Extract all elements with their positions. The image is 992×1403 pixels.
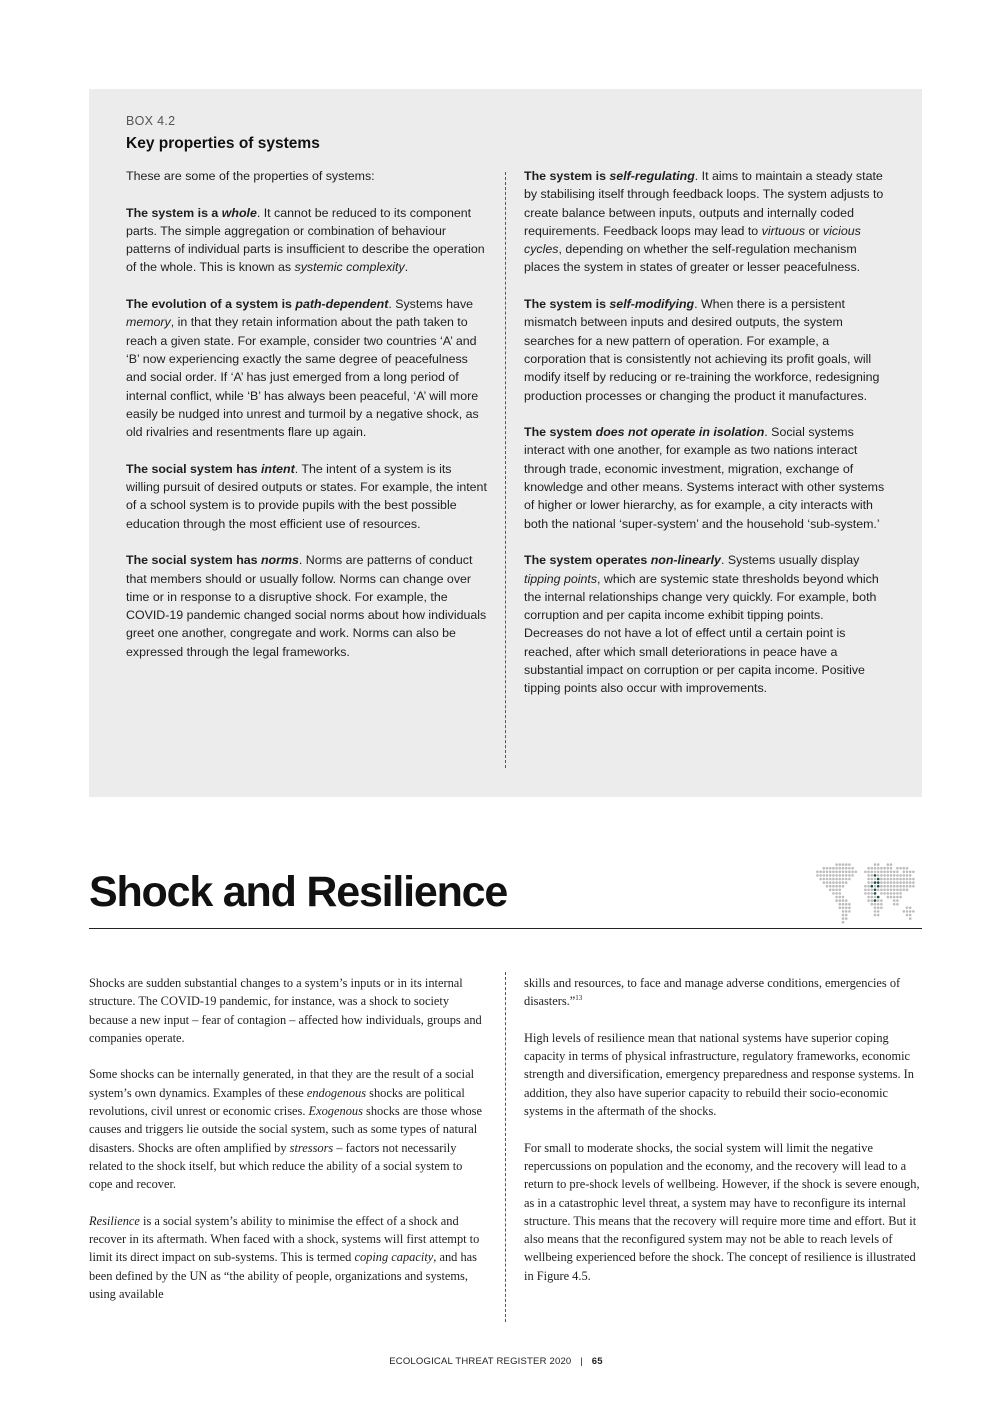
map-dot <box>842 896 845 899</box>
map-dot <box>848 903 851 906</box>
map-dot <box>883 885 886 888</box>
map-dot <box>842 921 845 924</box>
map-dot <box>906 914 909 917</box>
map-dot <box>877 907 880 910</box>
map-dot <box>871 896 874 899</box>
map-dot <box>890 881 893 884</box>
map-dot <box>880 878 883 881</box>
map-dot <box>839 863 842 866</box>
map-dot <box>816 874 819 877</box>
map-dot <box>896 892 899 895</box>
map-dot <box>909 910 912 913</box>
map-dot <box>867 899 870 902</box>
map-dot <box>867 874 870 877</box>
map-dot <box>893 878 896 881</box>
map-dot <box>845 917 848 920</box>
map-dot <box>842 881 845 884</box>
map-dot <box>842 903 845 906</box>
map-dot <box>906 910 909 913</box>
map-dot <box>839 874 842 877</box>
map-dot <box>871 885 874 888</box>
map-dot <box>909 878 912 881</box>
shock-paragraph-2: Some shocks can be internally generated, in that they are the result of a social system’s own dynamics. Examples of these endogenous shocks are political revolutions, civil unrest or economic crises. Exogenous shocks are those whose causes and triggers lie outside the social system, such as some types of natural disasters. Shocks are often amplified by stressors – factors not necessarily related to the shock itself, but which reduce the ability of a social system to cope and recover. <box>89 1067 482 1192</box>
map-dot <box>842 917 845 920</box>
map-dot <box>871 892 874 895</box>
map-dot <box>896 878 899 881</box>
map-dot <box>874 878 877 881</box>
box-intro: These are some of the properties of systems: <box>126 169 375 183</box>
map-dot <box>835 899 838 902</box>
map-dot <box>871 881 874 884</box>
map-dot <box>832 878 835 881</box>
map-dot <box>845 863 848 866</box>
map-dot <box>842 863 845 866</box>
map-dot <box>896 881 899 884</box>
map-dot <box>839 892 842 895</box>
map-dot <box>845 899 848 902</box>
map-dot <box>890 863 893 866</box>
map-dot <box>829 889 832 892</box>
box-paragraph-intent: The social system has intent. The intent of a system is its willing pursuit of desired outputs or states. For example, the intent of a school system is to provide pupils with the best possible education through the most efficient use of resources. <box>126 461 487 531</box>
map-dot <box>880 889 883 892</box>
map-dot <box>874 863 877 866</box>
map-dot <box>877 863 880 866</box>
map-dot <box>896 871 899 874</box>
map-dot <box>899 867 902 870</box>
map-dot <box>867 885 870 888</box>
map-dot <box>903 881 906 884</box>
map-dot <box>909 914 912 917</box>
map-dot <box>823 878 826 881</box>
map-dot <box>877 881 880 884</box>
map-dot <box>855 871 858 874</box>
map-dot <box>829 874 832 877</box>
map-dot <box>842 910 845 913</box>
map-dot <box>896 903 899 906</box>
map-dot <box>845 903 848 906</box>
shock-paragraph-6: For small to moderate shocks, the social system will limit the negative repercussions on population and the economy, and the recovery will lead to a return to pre-shock levels of wellbeing. However, if the shock is severe enough, as in a catastrophic level threat, a system may have to reconfigure its internal structure. This means that the recovery will require more time and effort. But it also means that the reconfigured system may not be able to reach levels of wellbeing experienced before the shock. The concept of resilience is illustrated in Figure 4.5. <box>524 1140 920 1283</box>
map-dot <box>826 874 829 877</box>
map-dot <box>912 885 915 888</box>
map-dot <box>903 874 906 877</box>
map-dot <box>845 881 848 884</box>
map-dot <box>874 903 877 906</box>
map-dot <box>909 907 912 910</box>
map-dot <box>842 867 845 870</box>
map-dot <box>887 871 890 874</box>
map-dot <box>835 878 838 881</box>
map-dot <box>842 914 845 917</box>
map-dot <box>912 878 915 881</box>
map-dot <box>887 885 890 888</box>
map-dot <box>880 892 883 895</box>
map-dot <box>899 885 902 888</box>
map-dot <box>899 889 902 892</box>
map-dot <box>829 881 832 884</box>
map-dot <box>839 871 842 874</box>
map-dot <box>874 892 877 895</box>
map-dot <box>867 871 870 874</box>
map-dot <box>890 892 893 895</box>
section-right-column <box>524 974 920 1303</box>
map-dot <box>874 899 877 902</box>
map-dot <box>896 889 899 892</box>
box-title: Key properties of systems <box>126 135 320 152</box>
map-dot <box>864 892 867 895</box>
map-dot <box>871 878 874 881</box>
map-dot <box>880 907 883 910</box>
footnote-ref: 13 <box>575 994 583 1003</box>
map-dot <box>912 910 915 913</box>
map-dot <box>883 889 886 892</box>
map-dot <box>880 867 883 870</box>
map-dot <box>887 892 890 895</box>
map-dot <box>867 867 870 870</box>
map-dot <box>877 878 880 881</box>
map-dot <box>835 881 838 884</box>
map-dot <box>874 874 877 877</box>
map-dot <box>864 871 867 874</box>
map-dot <box>823 871 826 874</box>
box-label: BOX 4.2 <box>126 114 176 128</box>
map-dot <box>909 871 912 874</box>
map-dot <box>874 867 877 870</box>
section-title: Shock and Resilience <box>89 868 508 916</box>
map-dot <box>909 881 912 884</box>
map-dot <box>906 871 909 874</box>
map-dot <box>845 874 848 877</box>
map-dot <box>893 881 896 884</box>
map-dot <box>912 871 915 874</box>
map-dot <box>903 878 906 881</box>
map-dot <box>899 896 902 899</box>
map-dot <box>887 896 890 899</box>
map-dot <box>851 867 854 870</box>
map-dot <box>874 889 877 892</box>
map-dot <box>877 867 880 870</box>
map-dot <box>887 874 890 877</box>
map-dot <box>839 899 842 902</box>
map-dot <box>877 910 880 913</box>
map-dot <box>883 878 886 881</box>
map-dot <box>826 867 829 870</box>
map-dot <box>871 899 874 902</box>
map-dot <box>871 874 874 877</box>
map-dot <box>819 874 822 877</box>
map-dot <box>835 871 838 874</box>
map-dot <box>839 889 842 892</box>
map-dot <box>835 874 838 877</box>
map-dot <box>835 892 838 895</box>
map-dot <box>867 881 870 884</box>
map-dot <box>893 899 896 902</box>
map-dot <box>826 878 829 881</box>
map-dot <box>848 871 851 874</box>
map-dot <box>867 889 870 892</box>
box-paragraph-norms: The social system has norms. Norms are patterns of conduct that members should or usually follow. Norms can change over time or in response to a disruptive shock. For example, the COVID-19 pandemic changed social norms about how individuals greet one another, congregate and work. Norms can also be expressed through the legal frameworks. <box>126 553 487 659</box>
map-dot <box>839 881 842 884</box>
map-dot <box>848 863 851 866</box>
map-dot <box>835 863 838 866</box>
map-dot <box>839 885 842 888</box>
map-dot <box>877 871 880 874</box>
map-dot <box>896 885 899 888</box>
map-dot <box>867 896 870 899</box>
map-dot <box>842 899 845 902</box>
map-dot <box>906 907 909 910</box>
map-dot <box>890 874 893 877</box>
map-dot <box>906 881 909 884</box>
map-dot <box>890 885 893 888</box>
map-dot <box>903 871 906 874</box>
map-dot <box>887 878 890 881</box>
map-dot <box>848 867 851 870</box>
map-dot <box>887 881 890 884</box>
map-dot <box>832 885 835 888</box>
map-dot <box>832 867 835 870</box>
map-dot <box>909 885 912 888</box>
map-dot <box>839 907 842 910</box>
map-dot <box>903 910 906 913</box>
map-dot <box>903 885 906 888</box>
map-dot <box>823 874 826 877</box>
map-dot <box>832 892 835 895</box>
box-column-divider <box>505 172 506 768</box>
map-dot <box>835 867 838 870</box>
map-dot <box>887 889 890 892</box>
map-dot <box>845 914 848 917</box>
map-dot <box>893 889 896 892</box>
box-paragraph-path-dependent: The evolution of a system is path-dependent. Systems have memory, in that they retain information about the path taken to reach a given state. For example, consider two countries ‘A’ and ‘B’ now experiencing exactly the same degree of peacefulness and social order. If ‘A’ has just emerged from a long period of internal conflict, while ‘B’ has always been peaceful, ‘A’ will more easily be nudged into unrest and turmoil by a negative shock, as old rivalries and resentments flare up again. <box>126 297 479 440</box>
shock-paragraph-3: Resilience is a social system’s ability to minimise the effect of a shock and recover in its aftermath. When faced with a shock, systems will first attempt to limit its direct impact on sub-systems. This is termed coping capacity, and has been defined by the UN as “the ability of people, organizations and systems, using available <box>89 1213 480 1302</box>
map-dot <box>871 871 874 874</box>
map-dot <box>848 907 851 910</box>
map-dot <box>877 874 880 877</box>
map-dot <box>832 881 835 884</box>
map-dot <box>883 881 886 884</box>
map-dot <box>829 885 832 888</box>
map-dot <box>874 910 877 913</box>
map-dot <box>874 885 877 888</box>
box-paragraph-isolation: The system does not operate in isolation. Social systems interact with one another, for example as two nations interact through trade, economic investment, migration, exchange of knowledge and other means. Systems interact with other systems of higher or lower hierarchy, as for example, a city interacts with both the national ‘super-system’ and the household ‘sub-system.’ <box>524 425 885 531</box>
map-dot <box>864 885 867 888</box>
map-dot <box>848 910 851 913</box>
map-dot <box>867 878 870 881</box>
page-footer <box>0 1356 992 1367</box>
map-dot <box>842 871 845 874</box>
map-dot <box>877 896 880 899</box>
map-dot <box>842 878 845 881</box>
map-dot <box>874 896 877 899</box>
map-dot <box>909 917 912 920</box>
map-dot <box>906 878 909 881</box>
map-dot <box>903 889 906 892</box>
map-dot <box>893 874 896 877</box>
map-dot <box>887 867 890 870</box>
map-dot <box>845 871 848 874</box>
map-dot <box>823 881 826 884</box>
map-dot <box>835 885 838 888</box>
map-dot <box>893 885 896 888</box>
map-dot <box>890 896 893 899</box>
footer-report-title: ECOLOGICAL THREAT REGISTER 2020 <box>389 1356 572 1367</box>
map-dot <box>835 896 838 899</box>
map-dot <box>877 899 880 902</box>
shock-paragraph-1: Shocks are sudden substantial changes to a system’s inputs or in its internal structure. The COVID-19 pandemic, for instance, was a shock to society because a new input – fear of contagion – affected how individuals, groups and companies operate. <box>89 976 482 1045</box>
map-dot <box>871 889 874 892</box>
section-left-column <box>89 974 487 1322</box>
box-paragraph-non-linear: The system operates non-linearly. Systems usually display tipping points, which are systemic state thresholds beyond which the internal relationships change very quickly. For example, both corruption and per capita income exhibit tipping points. Decreases do not have a lot of effect until a certain point is reached, after which small deteriorations in peace have a substantial impact on corruption or per capita income. Positive tipping points also occur with improvements. <box>524 553 879 696</box>
map-dot <box>890 871 893 874</box>
map-dot <box>842 874 845 877</box>
map-dot <box>880 885 883 888</box>
map-dot <box>896 867 899 870</box>
map-dot <box>845 910 848 913</box>
map-dot <box>890 867 893 870</box>
map-dot <box>877 903 880 906</box>
map-dot <box>903 867 906 870</box>
map-dot <box>880 881 883 884</box>
map-dot <box>890 878 893 881</box>
map-dot <box>832 871 835 874</box>
box-left-column <box>126 167 488 679</box>
map-dot <box>896 874 899 877</box>
map-dot <box>883 892 886 895</box>
box-right-column <box>524 167 886 716</box>
section-rule <box>89 928 922 929</box>
shock-paragraph-5: High levels of resilience mean that national systems have superior coping capacity in terms of physical infrastructure, regulatory frameworks, economic strength and diversification, emergency preparedness and response systems. In addition, they also have superior capacity to rebuild their socio-economic systems in the aftermath of the shocks. <box>524 1030 914 1119</box>
map-dot <box>890 889 893 892</box>
map-dot <box>826 871 829 874</box>
map-dot <box>912 881 915 884</box>
map-dot <box>835 889 838 892</box>
map-dot <box>880 903 883 906</box>
map-dot <box>845 907 848 910</box>
map-dot <box>826 881 829 884</box>
map-dot <box>899 881 902 884</box>
map-dot <box>906 889 909 892</box>
map-dot <box>819 878 822 881</box>
map-dot <box>899 874 902 877</box>
map-dot <box>829 871 832 874</box>
map-dot <box>874 907 877 910</box>
shock-paragraph-4: skills and resources, to face and manage adverse conditions, emergencies of disasters.”$^{13}$ <box>524 976 901 1009</box>
map-dot <box>893 896 896 899</box>
map-dot <box>909 874 912 877</box>
map-dot <box>893 892 896 895</box>
map-dot <box>906 874 909 877</box>
map-dot <box>851 874 854 877</box>
map-dot <box>893 903 896 906</box>
map-dot <box>826 885 829 888</box>
map-dot <box>839 903 842 906</box>
box-paragraph-self-regulating: The system is self-regulating. It aims to maintain a steady state by stabilising itself through feedback loops. The system adjusts to create balance between inputs, outputs and internally coded requirements. Feedback loops may lead to virtuous or vicious cycles, depending on whether the self-regulation mechanism places the system in states of greater or lesser peacefulness. <box>524 169 884 275</box>
footer-separator: | <box>580 1356 583 1367</box>
map-dot <box>874 881 877 884</box>
box-paragraph-whole: The system is a whole. It cannot be reduced to its component parts. The simple aggregation or combination of behaviour patterns of individual parts is insufficient to describe the operation of the whole. This is known as systemic complexity. <box>126 205 485 275</box>
map-dot <box>829 867 832 870</box>
map-dot <box>829 878 832 881</box>
map-dot <box>893 871 896 874</box>
page-number: 65 <box>591 1356 603 1367</box>
map-dot <box>883 874 886 877</box>
map-dot <box>896 896 899 899</box>
map-dot <box>883 867 886 870</box>
map-dot <box>874 914 877 917</box>
world-map-dots-icon <box>808 858 923 931</box>
section-column-divider <box>505 972 506 1322</box>
map-dot <box>874 871 877 874</box>
map-dot <box>877 889 880 892</box>
map-dot <box>883 871 886 874</box>
map-dot <box>823 867 826 870</box>
map-dot <box>848 874 851 877</box>
map-dot <box>839 878 842 881</box>
map-dot <box>899 892 902 895</box>
map-dot <box>839 867 842 870</box>
map-dot <box>880 874 883 877</box>
map-dot <box>851 871 854 874</box>
map-dot <box>877 914 880 917</box>
map-dot <box>816 871 819 874</box>
map-dot <box>845 867 848 870</box>
map-dot <box>839 896 842 899</box>
box-paragraph-self-modifying: The system is self-modifying. When there is a persistent mismatch between inputs and desired outputs, the system searches for a new pattern of operation. For example, a corporation that is consistently not achieving its profit goals, will modify itself by reducing or re-training the workforce, redesigning production processes or changing the product it manufactures. <box>524 297 880 403</box>
map-dot <box>832 889 835 892</box>
map-dot <box>842 885 845 888</box>
map-dot <box>880 871 883 874</box>
map-dot <box>877 885 880 888</box>
map-dot <box>845 878 848 881</box>
map-dot <box>864 889 867 892</box>
map-dot <box>896 899 899 902</box>
map-dot <box>906 867 909 870</box>
map-dot <box>842 907 845 910</box>
map-dot <box>832 874 835 877</box>
map-dot <box>848 878 851 881</box>
map-dot <box>871 903 874 906</box>
map-dot <box>867 892 870 895</box>
map-dot <box>819 871 822 874</box>
map-dot <box>871 867 874 870</box>
map-dot <box>906 885 909 888</box>
map-dot <box>880 899 883 902</box>
map-dot <box>887 863 890 866</box>
map-dot <box>899 878 902 881</box>
